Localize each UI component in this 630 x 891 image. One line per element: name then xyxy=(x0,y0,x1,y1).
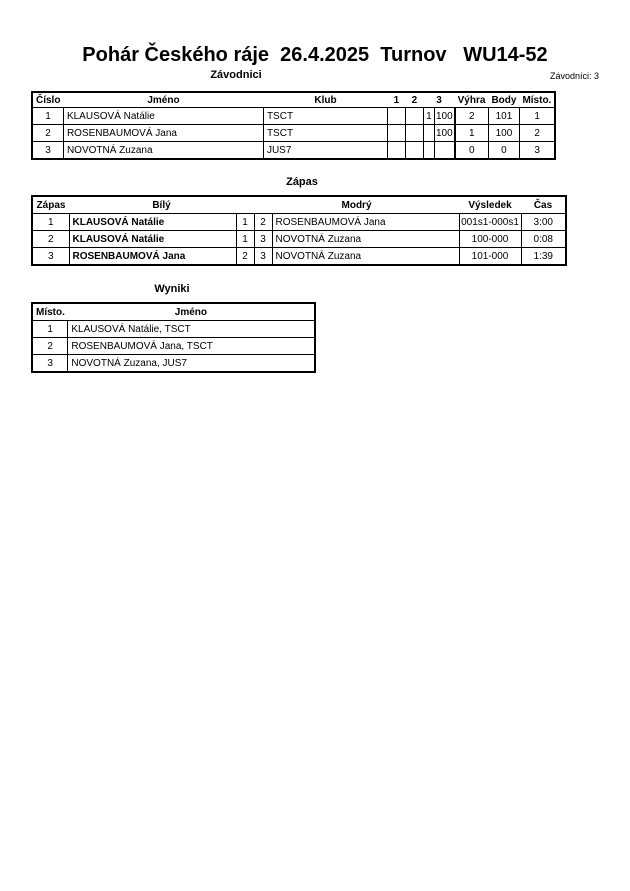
col-header-round1: 1 xyxy=(393,94,400,106)
col-header-result-name: Jméno xyxy=(68,303,315,321)
competitors-table xyxy=(31,91,556,160)
match-white-name: KLAUSOVÁ Natálie xyxy=(69,214,236,231)
matches-header-row xyxy=(32,196,566,214)
competitor-points: 100 xyxy=(488,125,519,142)
col-header-round3: 3 xyxy=(436,94,442,106)
col-header-blue: Modrý xyxy=(254,196,459,214)
competitor-row xyxy=(32,142,555,160)
match-blue-number: 3 xyxy=(254,231,272,248)
competitors-header-row xyxy=(32,92,555,108)
col-header-round2: 2 xyxy=(411,94,418,106)
match-blue-number: 3 xyxy=(254,248,272,266)
match-white-name: ROSENBAUMOVÁ Jana xyxy=(69,248,236,266)
competitor-round1 xyxy=(387,108,405,125)
result-place: 1 xyxy=(32,321,68,338)
competitor-name: NOVOTNÁ Zuzana xyxy=(63,142,263,160)
competitor-wins: 1 xyxy=(455,125,489,142)
competitor-place: 2 xyxy=(519,125,555,142)
match-time: 0:08 xyxy=(521,231,566,248)
competitor-round1 xyxy=(387,142,405,160)
col-header-number: Číslo xyxy=(36,94,61,106)
competitor-round3 xyxy=(423,125,434,142)
match-result: 101-000 xyxy=(459,248,521,266)
competitor-wins: 2 xyxy=(455,108,489,125)
col-header-result-place: Místo. xyxy=(32,303,68,321)
competitor-round3: 1 xyxy=(423,108,434,125)
match-result: 100-000 xyxy=(459,231,521,248)
match-white-number: 1 xyxy=(236,214,254,231)
competitor-row xyxy=(32,125,555,142)
matches-heading: Zápas xyxy=(286,176,318,188)
competitor-points: 0 xyxy=(488,142,519,160)
col-header-club: Klub xyxy=(314,94,337,106)
competitor-round2 xyxy=(405,108,423,125)
result-name: NOVOTNÁ Zuzana, JUS7 xyxy=(68,355,315,373)
match-white-number: 1 xyxy=(236,231,254,248)
competitor-number: 2 xyxy=(32,125,63,142)
competitors-heading: Závodnici xyxy=(210,69,262,81)
competitor-name: KLAUSOVÁ Natálie xyxy=(63,108,263,125)
competitor-round1 xyxy=(387,125,405,142)
col-header-place: Místo. xyxy=(522,94,552,106)
match-time: 1:39 xyxy=(521,248,566,266)
match-number: 1 xyxy=(32,214,69,231)
match-blue-number: 2 xyxy=(254,214,272,231)
result-row xyxy=(32,321,315,338)
results-header-row xyxy=(32,303,315,321)
competitor-club: TSCT xyxy=(263,108,387,125)
match-row xyxy=(32,214,566,231)
col-header-wins: Výhra xyxy=(457,94,486,106)
result-name: ROSENBAUMOVÁ Jana, TSCT xyxy=(68,338,315,355)
result-place: 2 xyxy=(32,338,68,355)
competitor-round3 xyxy=(423,142,434,160)
competitor-name: ROSENBAUMOVÁ Jana xyxy=(63,125,263,142)
match-number: 2 xyxy=(32,231,69,248)
results-heading: Wyniki xyxy=(154,283,190,295)
col-header-time: Čas xyxy=(521,196,566,214)
col-header-white: Bílý xyxy=(69,196,254,214)
match-result: 001s1-000s1 xyxy=(459,214,521,231)
competitor-round2 xyxy=(405,125,423,142)
page-title: Pohár Českého ráje 26.4.2025 Turnov WU14-52 xyxy=(82,44,548,66)
result-row xyxy=(32,355,315,373)
match-blue-name: ROSENBAUMOVÁ Jana xyxy=(272,214,459,231)
competitor-club: JUS7 xyxy=(263,142,387,160)
competitor-round3-score xyxy=(434,142,454,160)
result-name: KLAUSOVÁ Natálie, TSCT xyxy=(68,321,315,338)
result-row xyxy=(32,338,315,355)
competitor-number: 3 xyxy=(32,142,63,160)
competitor-round2 xyxy=(405,142,423,160)
col-header-result: Výsledek xyxy=(459,196,521,214)
match-white-number: 2 xyxy=(236,248,254,266)
match-time: 3:00 xyxy=(521,214,566,231)
competitor-number: 1 xyxy=(32,108,63,125)
results-table xyxy=(31,302,316,373)
match-row xyxy=(32,231,566,248)
competitor-row xyxy=(32,108,555,125)
result-place: 3 xyxy=(32,355,68,373)
competitor-club: TSCT xyxy=(263,125,387,142)
match-blue-name: NOVOTNÁ Zuzana xyxy=(272,231,459,248)
match-blue-name: NOVOTNÁ Zuzana xyxy=(272,248,459,266)
col-header-points: Body xyxy=(491,94,517,106)
competitor-round3-score: 100 xyxy=(434,125,454,142)
competitors-count: Závodníci: 3 xyxy=(549,71,599,81)
col-header-match: Zápas xyxy=(32,196,69,214)
competitor-round3-score: 100 xyxy=(434,108,454,125)
competitor-wins: 0 xyxy=(455,142,489,160)
match-white-name: KLAUSOVÁ Natálie xyxy=(69,231,236,248)
competitor-points: 101 xyxy=(488,108,519,125)
match-row xyxy=(32,248,566,266)
competitor-place: 1 xyxy=(519,108,555,125)
match-number: 3 xyxy=(32,248,69,266)
competitor-place: 3 xyxy=(519,142,555,160)
matches-table xyxy=(31,195,567,266)
col-header-name: Jméno xyxy=(147,94,180,106)
